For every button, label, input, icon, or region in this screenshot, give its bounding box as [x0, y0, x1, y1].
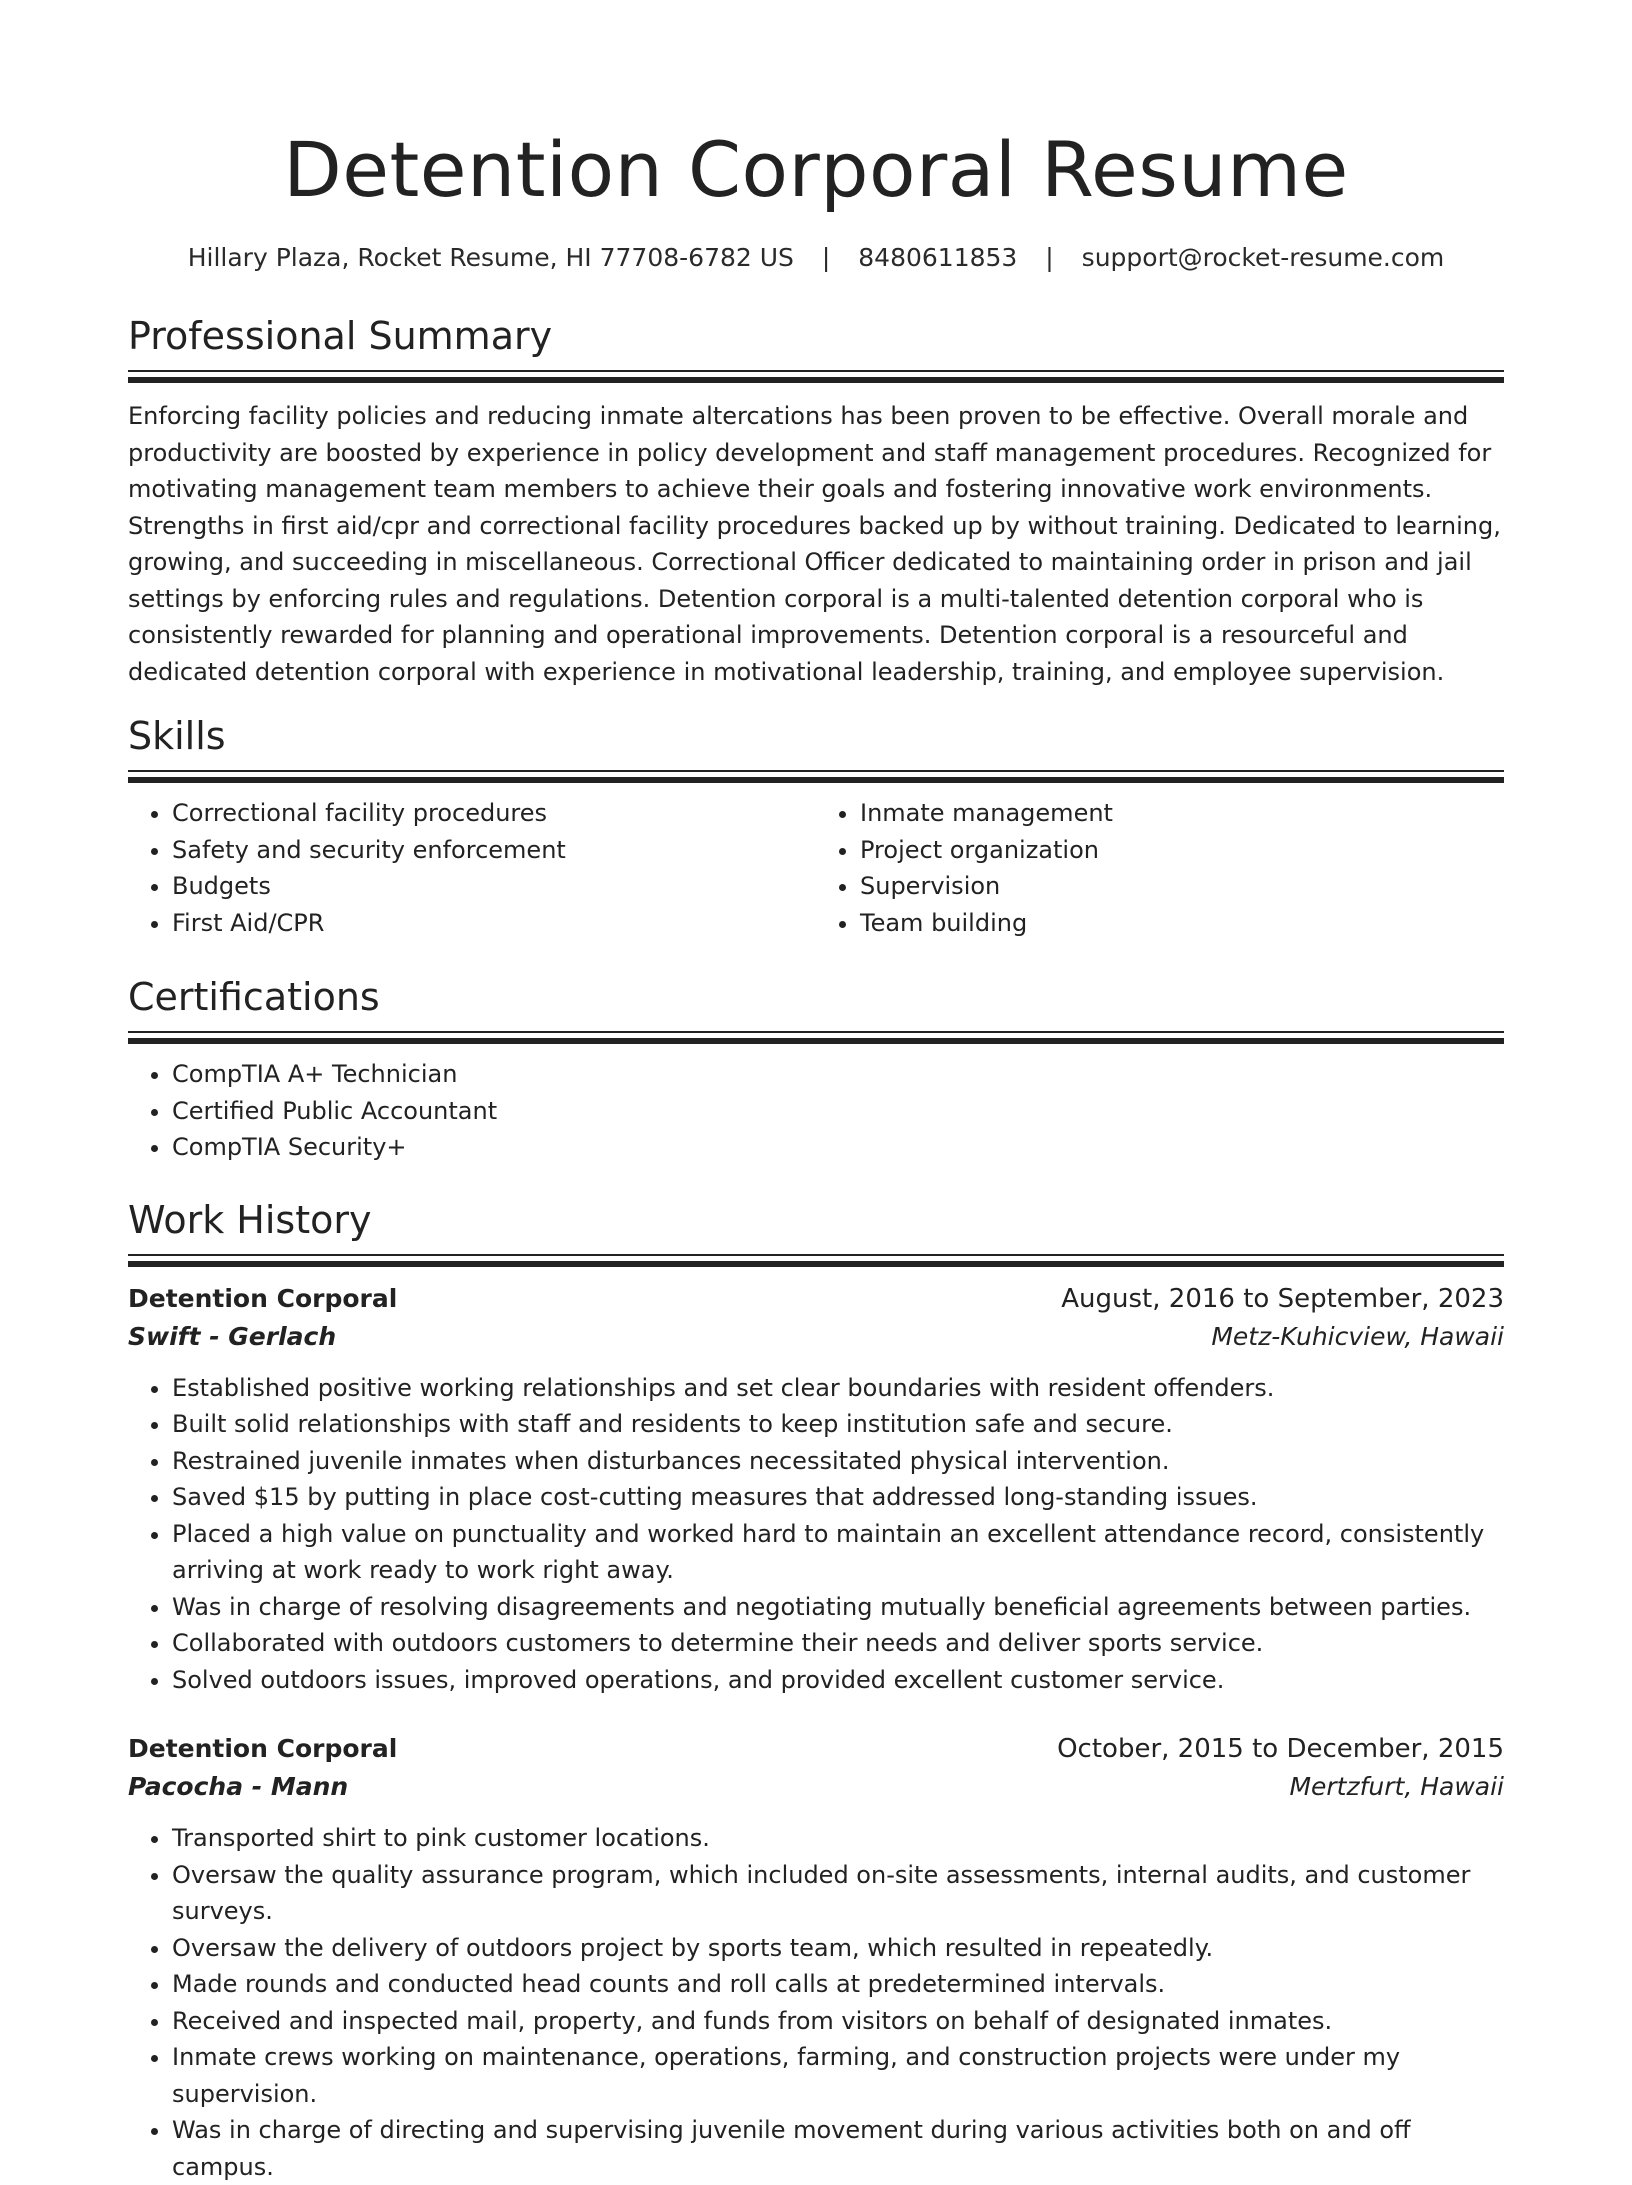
section-heading: Professional Summary	[128, 312, 1504, 360]
job-subheader	[128, 1318, 1504, 1356]
contact-separator: |	[822, 243, 830, 272]
job-location: Metz-Kuhicview, Hawaii	[1211, 1318, 1504, 1356]
list-item: • Collaborated with outdoors customers to determine their needs and deliver sports service.	[172, 1625, 1504, 1662]
list-item: • Oversaw the delivery of outdoors project by sports team, which resulted in repeatedly.	[172, 1930, 1504, 1967]
job-dates: October, 2015 to December, 2015	[1057, 1730, 1504, 1768]
list-item: • Correctional facility procedures	[172, 795, 816, 832]
job-title: Detention Corporal	[128, 1730, 397, 1768]
job-company: Swift - Gerlach	[128, 1318, 336, 1356]
summary-text: Enforcing facility policies and reducing inmate altercations has been proven to be effective. Overall morale and productivity are boosted by experience in policy development and staff management procedures. Recognized for motivating management team members to achieve their goals and fostering innovative work environments. Strengths in first aid/cpr and correctional facility procedures backed up by without training. Dedicated to learning, growing, and succeeding in miscellaneous. Correctional Officer dedicated to maintaining order in prison and jail settings by enforcing rules and regulations. Detention corporal is a multi-talented detention corporal who is consistently rewarded for planning and operational improvements. Detention corporal is a resourceful and dedicated detention corporal with experience in motivational leadership, training, and employee supervision.	[128, 398, 1504, 690]
list-item: • Established positive working relationships and set clear boundaries with resident offenders.	[172, 1370, 1504, 1407]
job-bullets	[128, 1820, 1504, 2185]
list-item: • Project organization	[860, 832, 1504, 869]
job-company: Pacocha - Mann	[128, 1768, 348, 1806]
job-header	[128, 1730, 1504, 1768]
list-item: • Supervision	[860, 868, 1504, 905]
certifications-list	[128, 1056, 1504, 1166]
list-item: • Built solid relationships with staff and residents to keep institution safe and secure.	[172, 1406, 1504, 1443]
list-item: • Inmate management	[860, 795, 1504, 832]
section-divider	[128, 1031, 1504, 1045]
list-item: • Received and inspected mail, property, and funds from visitors on behalf of designated inmates.	[172, 2003, 1504, 2040]
list-item: • Was in charge of directing and supervising juvenile movement during various activities both on and off campus.	[172, 2112, 1504, 2185]
job-dates: August, 2016 to September, 2023	[1061, 1280, 1504, 1318]
list-item: • Budgets	[172, 868, 816, 905]
section-heading: Certifications	[128, 973, 1504, 1021]
work-history-section	[128, 1196, 1504, 2185]
resume-title: Detention Corporal Resume	[128, 0, 1504, 222]
job-header	[128, 1280, 1504, 1318]
skills-columns	[128, 795, 1504, 941]
job-entry	[128, 1280, 1504, 1699]
list-item: • First Aid/CPR	[172, 905, 816, 942]
section-divider	[128, 1254, 1504, 1268]
list-item: • CompTIA Security+	[172, 1129, 1504, 1166]
list-item: • Safety and security enforcement	[172, 832, 816, 869]
job-bullets	[128, 1370, 1504, 1699]
job-title: Detention Corporal	[128, 1280, 397, 1318]
list-item: • Solved outdoors issues, improved operations, and provided excellent customer service.	[172, 1662, 1504, 1699]
list-item: • Placed a high value on punctuality and worked hard to maintain an excellent attendance record, consistently arriving at work ready to work right away.	[172, 1516, 1504, 1589]
skills-list-right	[816, 795, 1504, 941]
list-item: • Saved $15 by putting in place cost-cutting measures that addressed long-standing issues.	[172, 1479, 1504, 1516]
job-location: Mertzfurt, Hawaii	[1289, 1768, 1504, 1806]
section-divider	[128, 370, 1504, 384]
section-heading: Skills	[128, 712, 1504, 760]
section-heading: Work History	[128, 1196, 1504, 1244]
contact-email[interactable]: support@rocket-resume.com	[1082, 243, 1445, 272]
list-item: • Transported shirt to pink customer locations.	[172, 1820, 1504, 1857]
list-item: • Certified Public Accountant	[172, 1093, 1504, 1130]
job-subheader	[128, 1768, 1504, 1806]
list-item: • Made rounds and conducted head counts and roll calls at predetermined intervals.	[172, 1966, 1504, 2003]
contact-line	[128, 238, 1504, 278]
skills-section	[128, 712, 1504, 941]
contact-phone[interactable]: 8480611853	[858, 243, 1017, 272]
certifications-section	[128, 973, 1504, 1166]
section-divider	[128, 770, 1504, 784]
list-item: • Oversaw the quality assurance program, which included on-site assessments, internal audits, and customer surveys.	[172, 1857, 1504, 1930]
list-item: • Was in charge of resolving disagreements and negotiating mutually beneficial agreements between parties.	[172, 1589, 1504, 1626]
job-entry	[128, 1730, 1504, 2185]
list-item: • Restrained juvenile inmates when disturbances necessitated physical intervention.	[172, 1443, 1504, 1480]
contact-address: Hillary Plaza, Rocket Resume, HI 77708-6782 US	[188, 243, 794, 272]
list-item: • Team building	[860, 905, 1504, 942]
list-item: • Inmate crews working on maintenance, operations, farming, and construction projects were under my supervision.	[172, 2039, 1504, 2112]
contact-separator: |	[1045, 243, 1053, 272]
list-item: • CompTIA A+ Technician	[172, 1056, 1504, 1093]
skills-list-left	[128, 795, 816, 941]
summary-section	[128, 312, 1504, 690]
